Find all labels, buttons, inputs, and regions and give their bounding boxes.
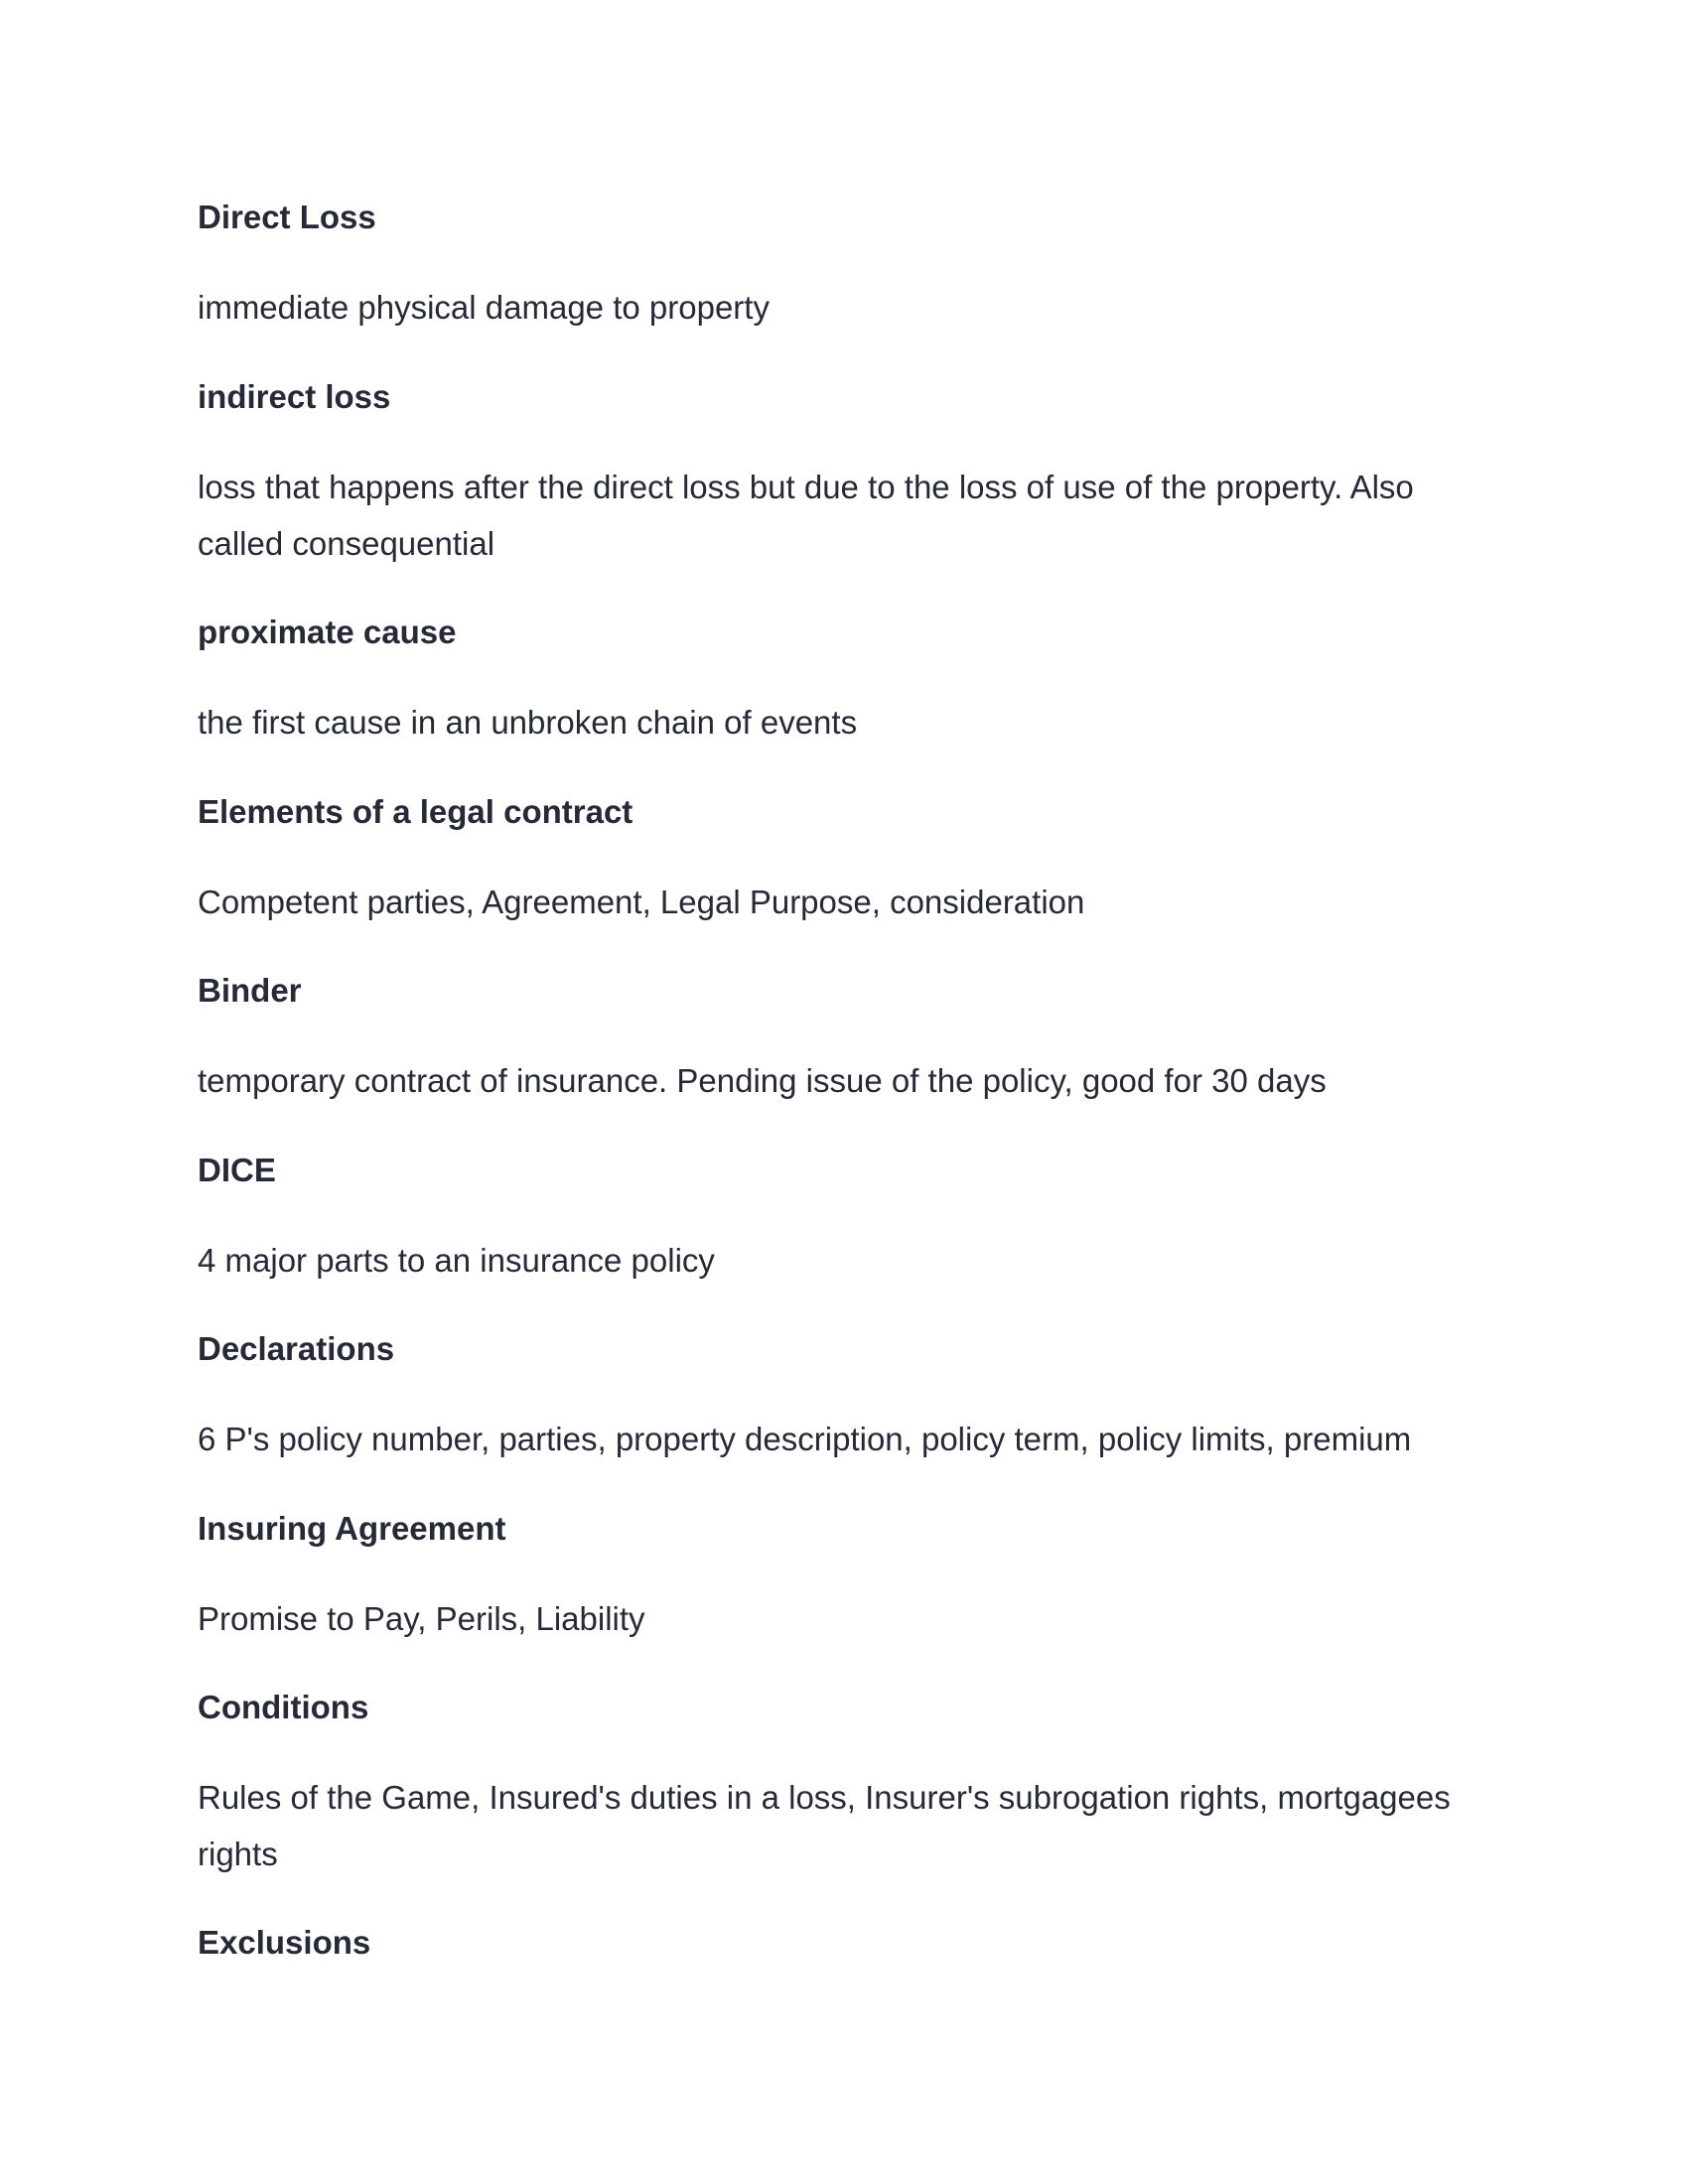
term-exclusions: Exclusions	[198, 1924, 371, 1961]
definition-binder: temporary contract of insurance. Pending issue of the policy, good for 30 days	[198, 1062, 1327, 1099]
term-indirect-loss: indirect loss	[198, 378, 391, 415]
term-insuring-agreement: Insuring Agreement	[198, 1510, 506, 1547]
definition-elements-of-legal-contract: Competent parties, Agreement, Legal Purpose, consideration	[198, 884, 1085, 920]
definition-declarations: 6 P's policy number, parties, property description, policy term, policy limits, premium	[198, 1421, 1412, 1457]
term-declarations: Declarations	[198, 1330, 395, 1367]
term-proximate-cause: proximate cause	[198, 614, 457, 650]
definition-insuring-agreement: Promise to Pay, Perils, Liability	[198, 1600, 645, 1637]
definition-proximate-cause: the first cause in an unbroken chain of events	[198, 704, 858, 741]
term-elements-of-legal-contract: Elements of a legal contract	[198, 793, 633, 830]
definition-indirect-loss: loss that happens after the direct loss but due to the loss of use of the property. Also called consequential	[198, 469, 1414, 562]
term-dice: DICE	[198, 1152, 276, 1188]
definition-direct-loss: immediate physical damage to property	[198, 289, 770, 326]
term-conditions: Conditions	[198, 1689, 369, 1725]
term-binder: Binder	[198, 972, 302, 1009]
definition-conditions: Rules of the Game, Insured's duties in a loss, Insurer's subrogation rights, mortgagees rights	[198, 1779, 1451, 1872]
definition-dice: 4 major parts to an insurance policy	[198, 1242, 715, 1279]
term-direct-loss: Direct Loss	[198, 199, 376, 235]
